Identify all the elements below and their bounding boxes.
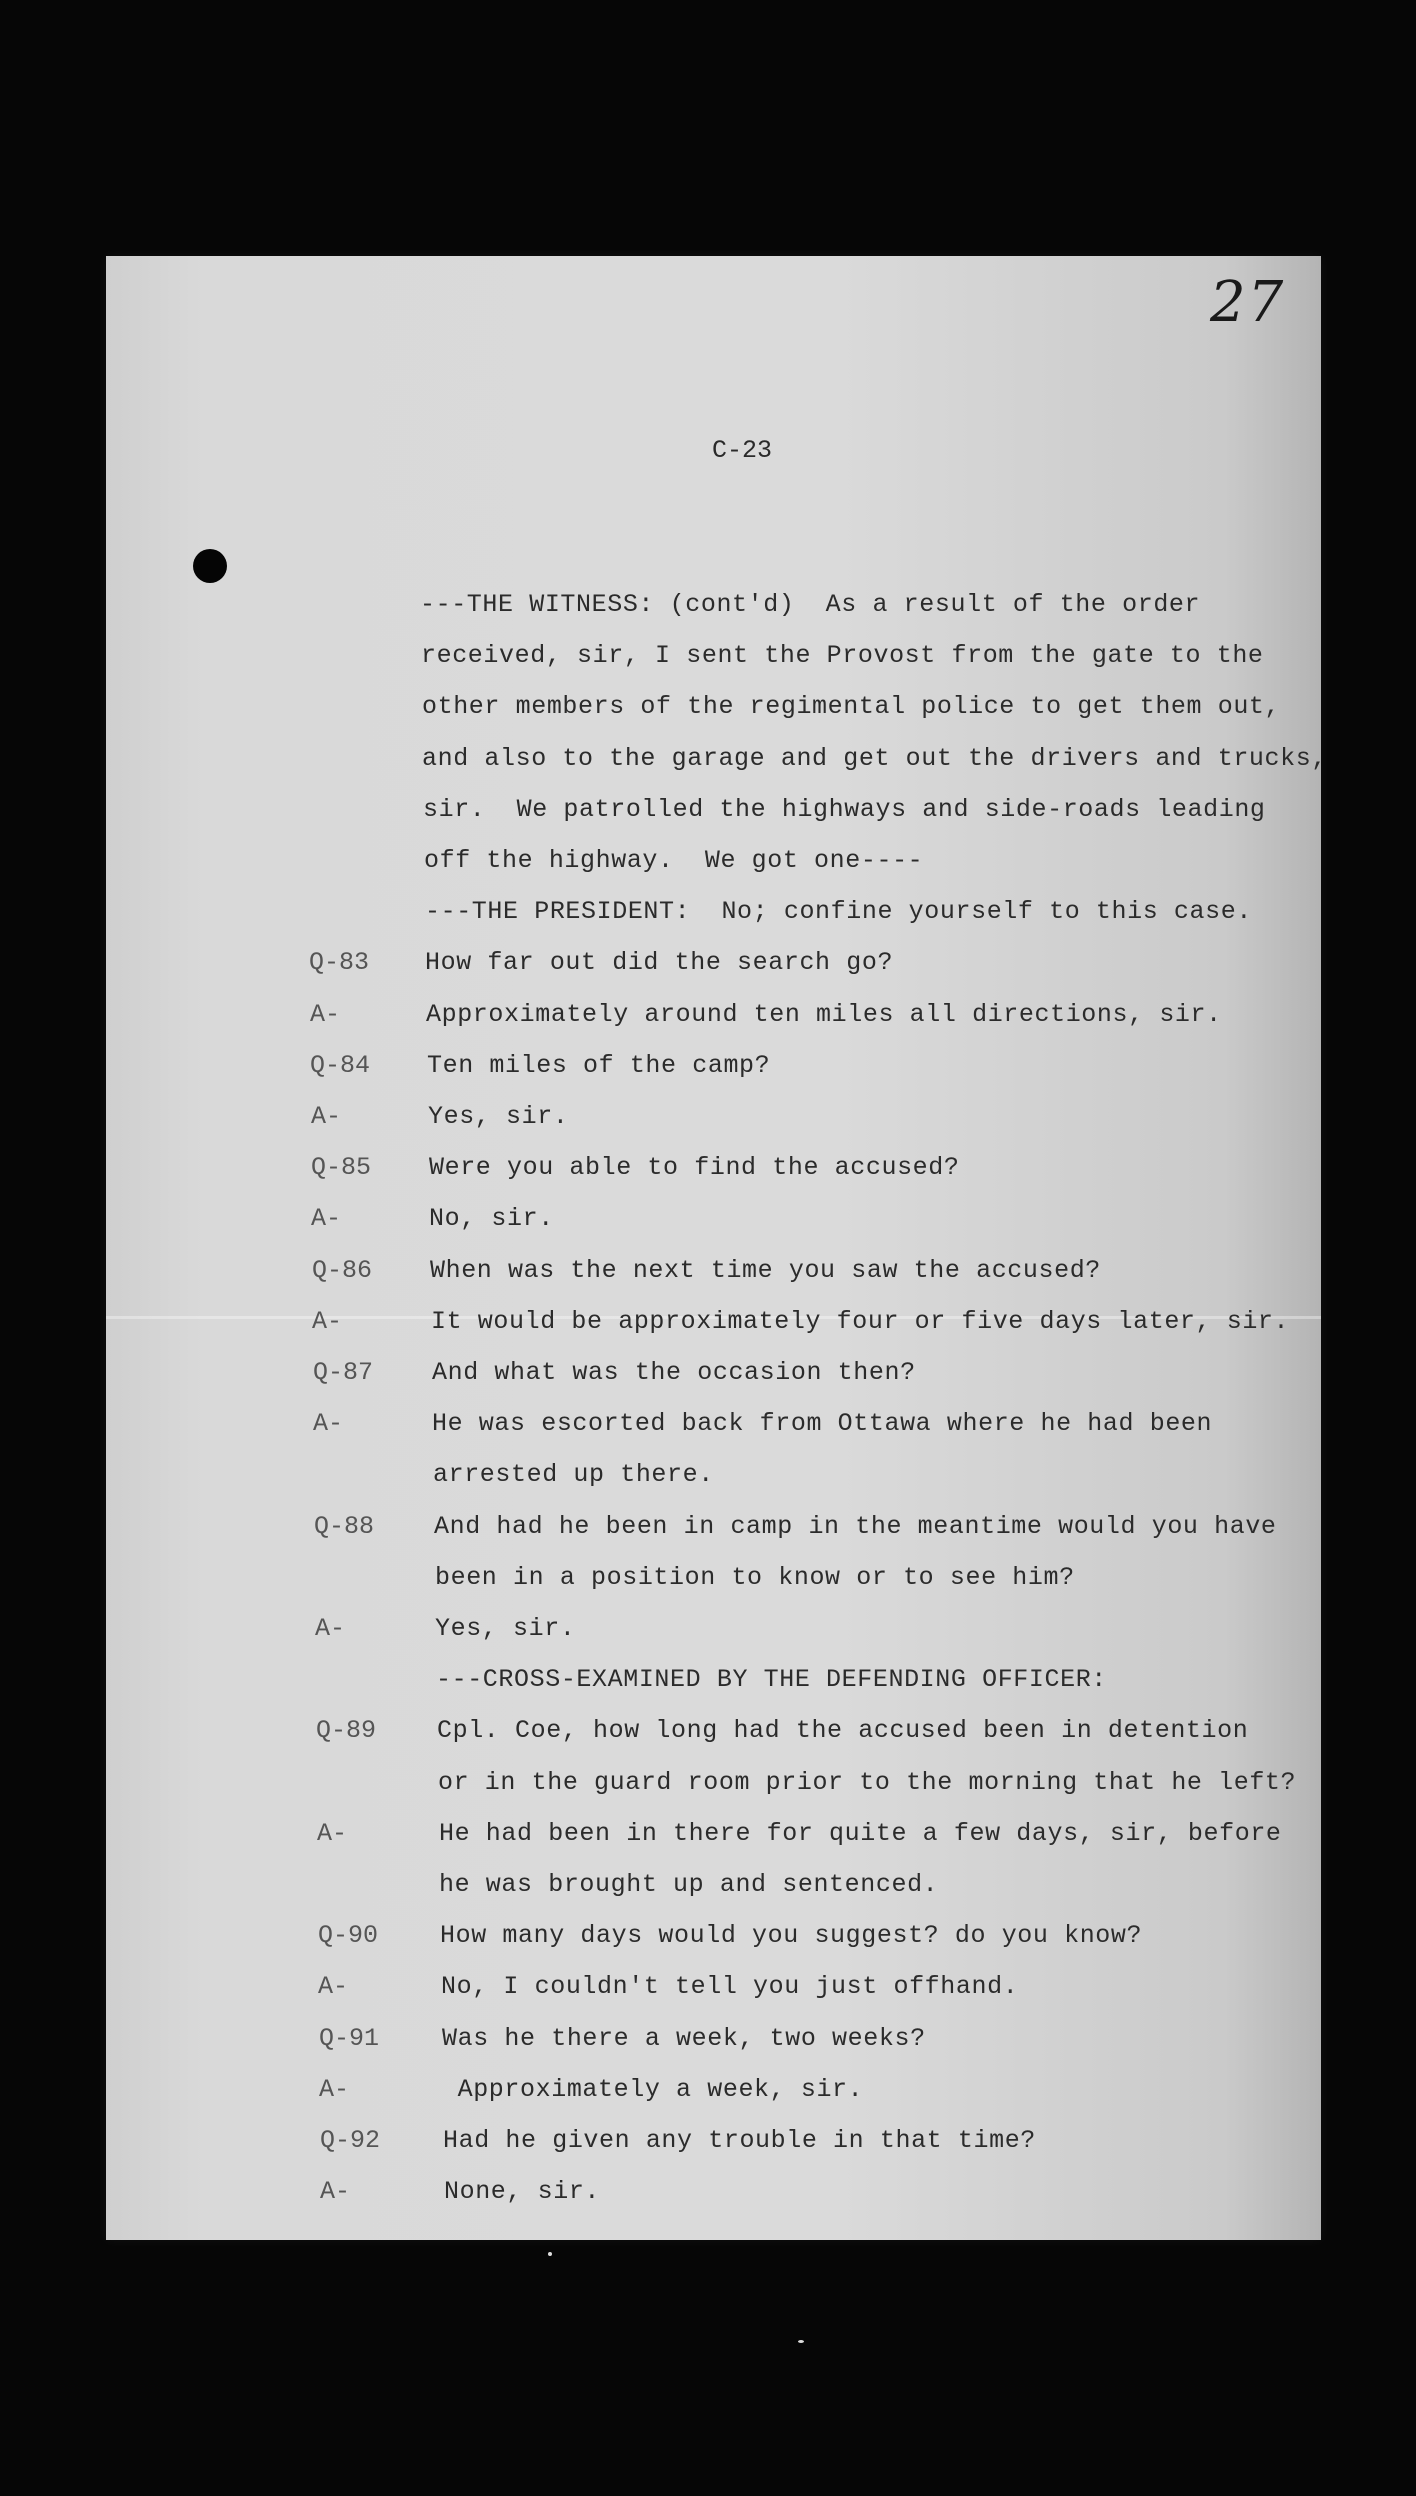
transcript-line: and also to the garage and get out the drivers and trucks, xyxy=(422,744,1327,773)
answer-marker: A- xyxy=(320,2177,351,2206)
answer-marker: A- xyxy=(313,1409,344,1438)
transcript-line: ---CROSS-EXAMINED BY THE DEFENDING OFFICER: xyxy=(436,1665,1107,1694)
transcript-line: None, sir. xyxy=(444,2177,601,2206)
question-number: Q-88 xyxy=(314,1512,375,1541)
transcript-line: He had been in there for quite a few days, sir, before xyxy=(439,1819,1282,1848)
transcript-line: It would be approximately four or five days later, sir. xyxy=(431,1307,1290,1336)
transcript-line: ---THE WITNESS: (cont'd) As a result of the order xyxy=(420,590,1201,619)
answer-marker: A- xyxy=(311,1102,342,1131)
transcript-line: And had he been in camp in the meantime would you have xyxy=(434,1512,1277,1541)
dust-speck xyxy=(548,2252,552,2256)
transcript-line: Yes, sir. xyxy=(435,1614,576,1643)
question-number: Q-86 xyxy=(312,1256,373,1285)
handwritten-page-number: 27 xyxy=(1210,270,1286,335)
transcript-line: Had he given any trouble in that time? xyxy=(443,2126,1036,2155)
question-number: Q-92 xyxy=(320,2126,381,2155)
transcript-line: And what was the occasion then? xyxy=(432,1358,916,1387)
transcript-line: or in the guard room prior to the morning that he left? xyxy=(438,1768,1297,1797)
transcript-line: received, sir, I sent the Provost from the gate to the xyxy=(421,641,1264,670)
transcript-line: Yes, sir. xyxy=(428,1102,569,1131)
page-header: C-23 xyxy=(712,436,773,465)
transcript-line: No, sir. xyxy=(429,1204,554,1233)
answer-marker: A- xyxy=(318,1972,349,2001)
transcript-line: He was escorted back from Ottawa where he had been xyxy=(432,1409,1213,1438)
transcript-line: Was he there a week, two weeks? xyxy=(442,2024,926,2053)
transcript-line: ---THE PRESIDENT: No; confine yourself to this case. xyxy=(425,897,1252,926)
question-number: Q-91 xyxy=(319,2024,380,2053)
answer-marker: A- xyxy=(315,1614,346,1643)
answer-marker: A- xyxy=(317,1819,348,1848)
question-number: Q-83 xyxy=(309,948,370,977)
transcript-line: off the highway. We got one---- xyxy=(424,846,924,875)
transcript-line: Were you able to find the accused? xyxy=(429,1153,960,1182)
transcript-line: other members of the regimental police to get them out, xyxy=(422,692,1281,721)
transcript-line: been in a position to know or to see him? xyxy=(435,1563,1075,1592)
question-number: Q-89 xyxy=(316,1716,377,1745)
transcript-line: How far out did the search go? xyxy=(425,948,894,977)
answer-marker: A- xyxy=(311,1204,342,1233)
answer-marker: A- xyxy=(319,2075,350,2104)
answer-marker: A- xyxy=(310,1000,341,1029)
answer-marker: A- xyxy=(312,1307,343,1336)
question-number: Q-87 xyxy=(313,1358,374,1387)
question-number: Q-90 xyxy=(318,1921,379,1950)
question-number: Q-84 xyxy=(310,1051,371,1080)
transcript-line: Cpl. Coe, how long had the accused been in detention xyxy=(437,1716,1249,1745)
transcript-line: How many days would you suggest? do you know? xyxy=(440,1921,1143,1950)
transcript-line: Approximately a week, sir. xyxy=(442,2075,864,2104)
transcript-line: Ten miles of the camp? xyxy=(427,1051,771,1080)
transcript-line: he was brought up and sentenced. xyxy=(439,1870,939,1899)
punch-hole xyxy=(193,549,227,583)
transcript-line: sir. We patrolled the highways and side-roads leading xyxy=(423,795,1266,824)
transcript-line: When was the next time you saw the accused? xyxy=(430,1256,1101,1285)
transcript-line: No, I couldn't tell you just offhand. xyxy=(441,1972,1019,2001)
dust-speck xyxy=(798,2340,804,2343)
transcript-line: arrested up there. xyxy=(433,1460,714,1489)
question-number: Q-85 xyxy=(311,1153,372,1182)
transcript-line: Approximately around ten miles all directions, sir. xyxy=(426,1000,1222,1029)
